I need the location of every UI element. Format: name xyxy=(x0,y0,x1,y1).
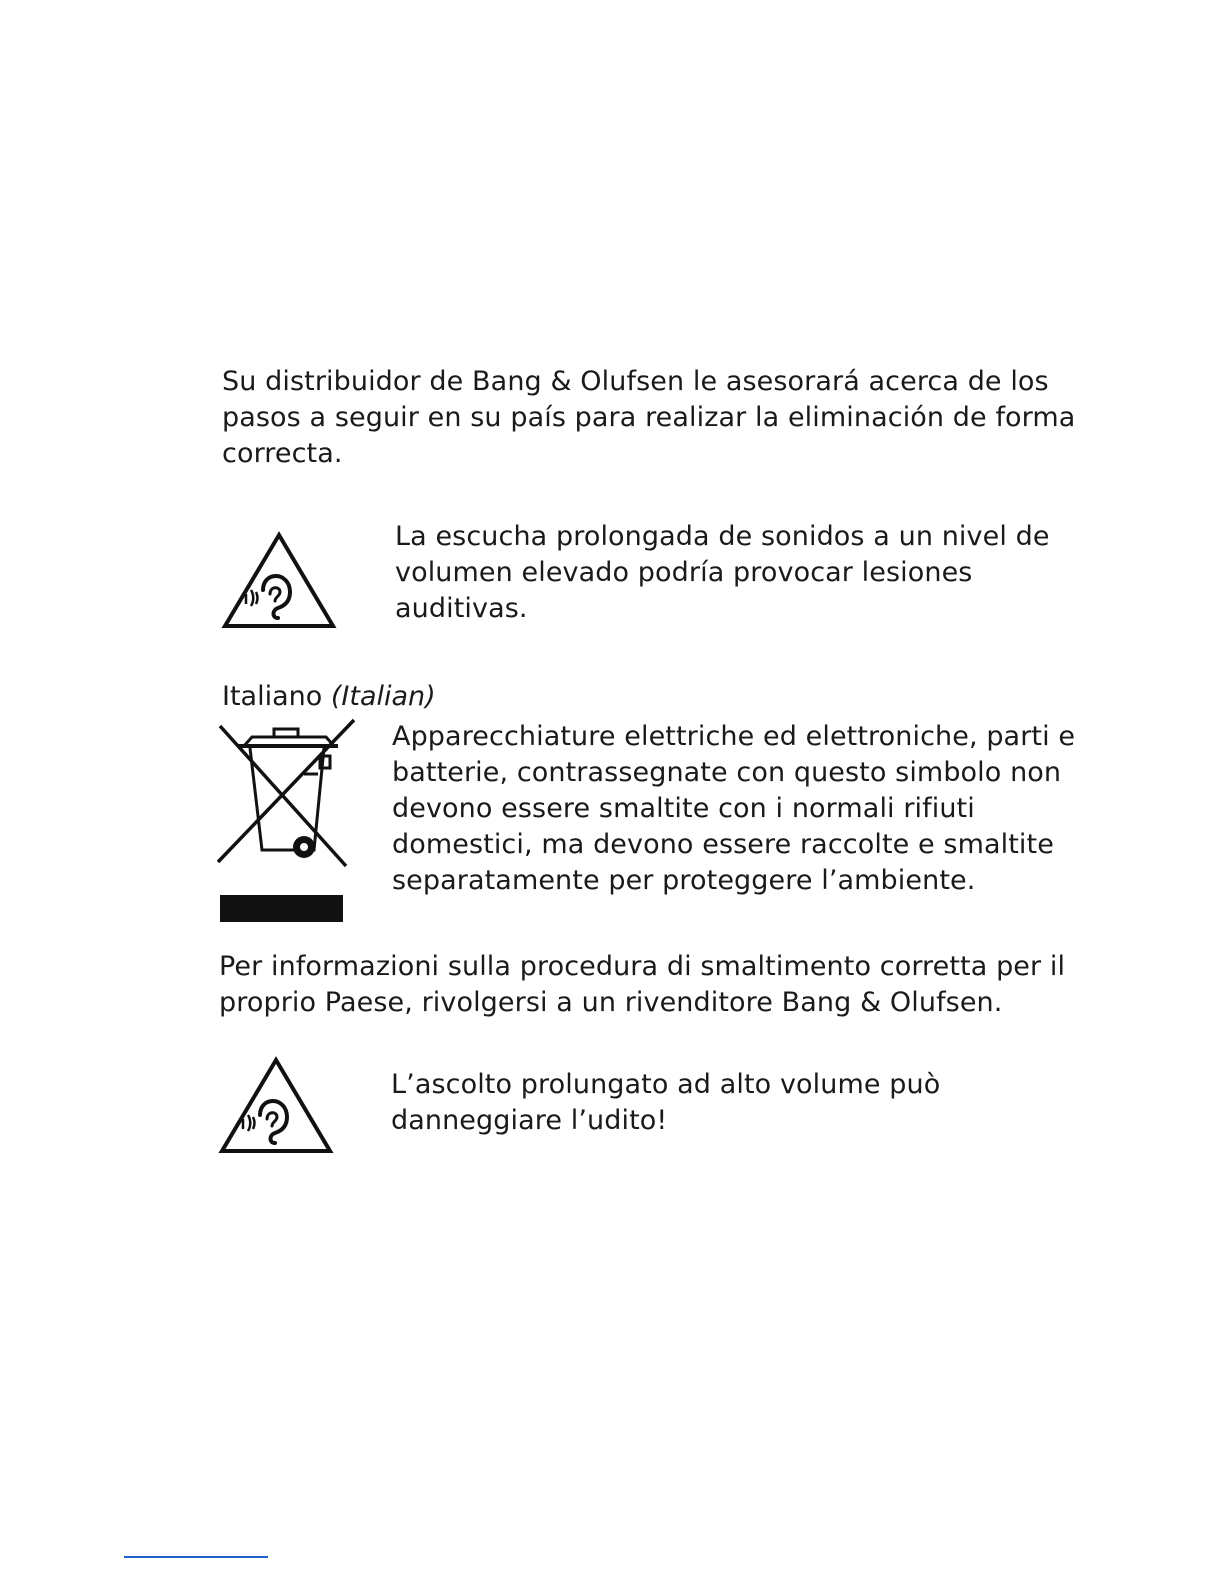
heading-translation: (Italian) xyxy=(330,681,436,712)
text-line: L’ascolto prolungato ad alto volume può xyxy=(391,1069,941,1100)
text-line: volumen elevado podría provocar lesiones xyxy=(395,557,973,588)
italian-section-heading xyxy=(222,680,436,714)
spanish-hearing-warning-text xyxy=(395,519,1050,627)
heading-language: Italiano xyxy=(222,681,323,712)
text-line: correcta. xyxy=(222,438,343,469)
weee-black-bar xyxy=(220,895,343,922)
hearing-warning-icon xyxy=(220,530,338,630)
text-line: Su distribuidor de Bang & Olufsen le asesorará acerca de los xyxy=(222,366,1049,397)
italian-disposal-paragraph xyxy=(219,949,1065,1021)
text-line: Per informazioni sulla procedura di smaltimento corretta per il xyxy=(219,951,1066,982)
text-line: La escucha prolongada de sonidos a un nivel de xyxy=(395,521,1050,552)
text-line: proprio Paese, rivolgersi a un rivenditore Bang & Olufsen. xyxy=(219,987,1003,1018)
text-line: auditivas. xyxy=(395,593,528,624)
text-line: domestici, ma devono essere raccolte e smaltite xyxy=(392,829,1054,860)
text-line: pasos a seguir en su país para realizar la eliminación de forma xyxy=(222,402,1076,433)
text-line: devono essere smaltite con i normali rifiuti xyxy=(392,793,975,824)
hearing-warning-icon xyxy=(217,1055,335,1155)
text-line: danneggiare l’udito! xyxy=(391,1105,668,1136)
text-line: batterie, contrassegnate con questo simbolo non xyxy=(392,757,1062,788)
italian-hearing-warning-text xyxy=(391,1067,940,1139)
crossed-out-bin-icon xyxy=(216,716,358,872)
italian-weee-text xyxy=(392,719,1075,899)
spanish-disposal-paragraph xyxy=(222,364,1075,472)
footer-rule xyxy=(124,1556,268,1558)
text-line: Apparecchiature elettriche ed elettroniche, parti e xyxy=(392,721,1076,752)
text-line: separatamente per proteggere l’ambiente. xyxy=(392,865,976,896)
